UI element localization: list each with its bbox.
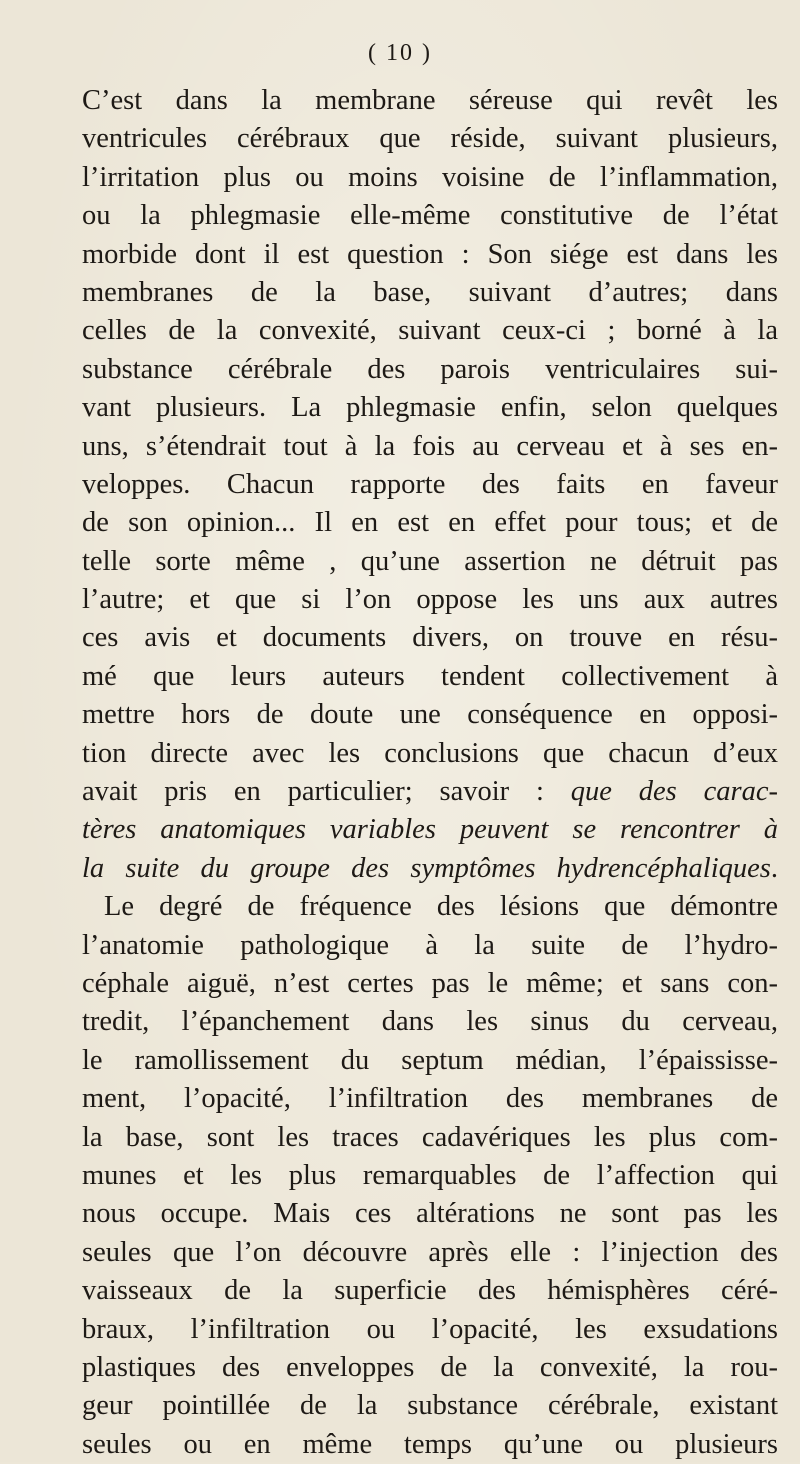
text-segment: substance cérébrale des parois ventriculaires sui- bbox=[82, 353, 778, 385]
text-segment: le ramollissement du septum médian, l’épaississe- bbox=[82, 1044, 778, 1076]
text-line bbox=[82, 927, 778, 965]
text-line bbox=[82, 351, 778, 389]
text-line bbox=[82, 658, 778, 696]
text-segment: braux, l’infiltration ou l’opacité, les exsudations bbox=[82, 1313, 778, 1345]
text-line bbox=[82, 159, 778, 197]
text-segment: Le degré de fréquence des lésions que démontre bbox=[104, 891, 778, 923]
text-line bbox=[82, 850, 778, 888]
text-line bbox=[82, 1387, 778, 1425]
text-segment: ment, l’opacité, l’infiltration des membranes de bbox=[82, 1083, 778, 1115]
text-segment: C’est dans la membrane séreuse qui revêt les bbox=[82, 85, 778, 116]
text-segment: membranes de la base, suivant d’autres; dans bbox=[82, 276, 778, 308]
text-line bbox=[82, 735, 778, 773]
text-line bbox=[82, 696, 778, 734]
text-segment: mettre hors de doute une conséquence en opposi- bbox=[82, 699, 778, 731]
text-segment: tredit, l’épanchement dans les sinus du cerveau, bbox=[82, 1006, 778, 1038]
text-line bbox=[82, 1195, 778, 1233]
text-segment: l’autre; et que si l’on oppose les uns aux autres bbox=[82, 584, 778, 616]
text-line bbox=[82, 1426, 778, 1464]
text-line bbox=[82, 504, 778, 542]
text-line bbox=[82, 1119, 778, 1157]
text-segment: céphale aiguë, n’est certes pas le même; et sans con- bbox=[82, 967, 778, 999]
text-line bbox=[82, 1349, 778, 1387]
text-line bbox=[82, 888, 778, 926]
text-line bbox=[82, 1311, 778, 1349]
text-segment: vaisseaux de la superficie des hémisphères céré- bbox=[82, 1275, 778, 1307]
text-segment: geur pointillée de la substance cérébrale, existant bbox=[82, 1390, 778, 1422]
text-line bbox=[82, 965, 778, 1003]
text-line bbox=[82, 811, 778, 849]
text-line bbox=[82, 1234, 778, 1272]
text-line bbox=[82, 120, 778, 158]
text-line bbox=[82, 773, 778, 811]
text-segment: tion directe avec les conclusions que chacun d’eux bbox=[82, 737, 778, 769]
text-line bbox=[82, 236, 778, 274]
text-line bbox=[82, 389, 778, 427]
text-line bbox=[82, 581, 778, 619]
text-segment: ces avis et documents divers, on trouve en résu- bbox=[82, 622, 778, 654]
text-segment: veloppes. Chacun rapporte des faits en faveur bbox=[82, 468, 778, 500]
text-segment: morbide dont il est question : Son siége est dans les bbox=[82, 238, 778, 270]
italic-text: que des carac- bbox=[570, 776, 778, 808]
text-segment: seules que l’on découvre après elle : l’injection des bbox=[82, 1236, 778, 1268]
text-line bbox=[82, 274, 778, 312]
text-line bbox=[82, 1080, 778, 1118]
text-line bbox=[82, 82, 778, 120]
text-segment: mé que leurs auteurs tendent collectivement à bbox=[82, 660, 778, 692]
text-segment: . bbox=[770, 852, 778, 884]
text-line bbox=[82, 619, 778, 657]
text-segment: nous occupe. Mais ces altérations ne sont pas les bbox=[82, 1198, 778, 1230]
text-segment: ou la phlegmasie elle-même constitutive de l’état bbox=[82, 200, 778, 232]
text-line bbox=[82, 1272, 778, 1310]
text-segment: celles de la convexité, suivant ceux-ci ; borné à la bbox=[82, 315, 778, 347]
text-segment: telle sorte même , qu’une assertion ne détruit pas bbox=[82, 545, 778, 577]
text-segment: avait pris en particulier; savoir : bbox=[82, 776, 571, 808]
text-segment: l’anatomie pathologique à la suite de l’hydro- bbox=[82, 929, 778, 961]
text-segment: plastiques des enveloppes de la convexité, la rou- bbox=[82, 1351, 778, 1383]
text-segment: uns, s’étendrait tout à la fois au cerveau et à ses en- bbox=[82, 430, 778, 462]
text-segment: seules ou en même temps qu’une ou plusieurs bbox=[82, 1428, 778, 1460]
text-line bbox=[82, 543, 778, 581]
text-segment: l’irritation plus ou moins voisine de l’inflammation, bbox=[82, 161, 778, 193]
text-segment: la base, sont les traces cadavériques les plus com- bbox=[82, 1121, 778, 1153]
text-line bbox=[82, 1003, 778, 1041]
text-segment: de son opinion... Il en est en effet pour tous; et de bbox=[82, 507, 778, 539]
text-line bbox=[82, 197, 778, 235]
text-segment: vant plusieurs. La phlegmasie enfin, selon quelques bbox=[82, 392, 778, 424]
text-line bbox=[82, 312, 778, 350]
text-line bbox=[82, 1042, 778, 1080]
text-segment: ventricules cérébraux que réside, suivant plusieurs, bbox=[82, 123, 778, 155]
text-line bbox=[82, 466, 778, 504]
italic-text: tères anatomiques variables peuvent se rencontrer à bbox=[82, 814, 778, 846]
text-line bbox=[82, 1157, 778, 1195]
italic-text: la suite du groupe des symptômes hydrencéphaliques bbox=[82, 852, 771, 884]
body-text bbox=[82, 82, 778, 1464]
page-number: ( 10 ) bbox=[368, 40, 432, 66]
text-segment: munes et les plus remarquables de l’affection qui bbox=[82, 1159, 778, 1191]
text-line bbox=[82, 428, 778, 466]
